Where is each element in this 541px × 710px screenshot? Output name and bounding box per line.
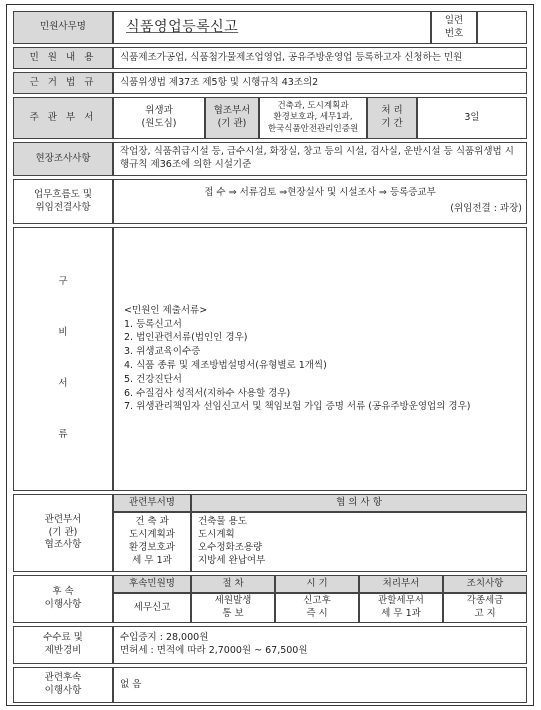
label-content: 민 원 내 용 — [13, 47, 113, 69]
related-dept-name-header: 관련부서명 — [113, 494, 191, 512]
cooperating-department-value: 건축과, 도시계획과 환경보호과, 세무1과, 한국식품안전관리인증원 — [259, 97, 367, 139]
civil-affair-title: 식품영업등록신고 — [113, 11, 431, 44]
main-department-value: 위생과 (원도심) — [113, 97, 205, 139]
follow-up-value-2: 세원발생 통 보 — [191, 593, 275, 623]
delegation-note: (위임전결 : 과장) — [450, 203, 522, 214]
label-processing-period: 처 리 기 간 — [367, 97, 417, 139]
consultation-header: 협 의 사 항 — [191, 494, 527, 512]
follow-up-header-1: 후속민원명 — [113, 575, 191, 593]
required-documents-list: <민원인 제출서류> 1. 등록신고서 2. 법인관련서류(법인인 경우) 3. 위생교육이수증 4. 식품 종류 및 제조방법설명서(유형별로 1개씩) 5. 건강진단서 6. 수질검사 성적서(지하수 사용할 경우) 7. 위생관리책임자 선임신고서 및 책임보험 가입 증명 서류 (공유주방운영업의 경우) — [113, 227, 527, 491]
label-main-department: 주 관 부 서 — [13, 97, 113, 139]
follow-up-header-4: 처리부서 — [359, 575, 443, 593]
follow-up-header-2: 절 차 — [191, 575, 275, 593]
label-workflow: 업무흐름도 및 위임전결사항 — [13, 179, 113, 224]
label-related-departments: 관련부서 (기 관) 협조사항 — [13, 494, 113, 572]
serial-number-value — [477, 11, 527, 44]
label-civil-affair-name: 민원사무명 — [13, 11, 113, 44]
label-legal-basis: 근 거 법 규 — [13, 72, 113, 94]
label-site-inspection: 현장조사사항 — [13, 142, 113, 176]
consultation-items: 건축물 용도 도시계획 오수정화조용량 지방세 완납여부 — [191, 512, 527, 572]
related-follow-up-value: 없 음 — [113, 667, 527, 703]
label-fees: 수수료 및 제반경비 — [13, 626, 113, 664]
label-related-follow-up: 관련후속 이행사항 — [13, 667, 113, 703]
follow-up-value-3: 신고후 즉 시 — [275, 593, 359, 623]
content-value: 식품제조가공업, 식품첨가물제조업영업, 공유주방운영업 등록하고자 신청하는 민원 — [113, 47, 527, 69]
legal-basis-value: 식품위생법 제37조 제5항 및 시행규칙 43조의2 — [113, 72, 527, 94]
workflow-steps: 접 수 ⇒ 서류검토 ⇒현장실사 및 시설조사 ⇒ 등록증교부 — [204, 187, 436, 199]
related-dept-list: 건 축 과 도시계획과 환경보호과 세 무 1과 — [113, 512, 191, 572]
civil-affairs-form — [6, 4, 534, 706]
workflow-box — [113, 179, 527, 224]
label-serial-number: 일련 번호 — [431, 11, 477, 44]
follow-up-value-1: 세무신고 — [113, 593, 191, 623]
site-inspection-value: 작업장, 식품취급시설 등, 급수시설, 화장실, 창고 등의 시설, 검사실, 운반시설 등 식품위생법 시행규칙 제36조에 의한 시설기준 — [113, 142, 527, 176]
follow-up-header-3: 시 기 — [275, 575, 359, 593]
processing-period-value: 3일 — [417, 97, 527, 139]
label-required-documents: 구 비 서 류 — [13, 227, 113, 491]
follow-up-value-4: 관할세무서 세 무 1과 — [359, 593, 443, 623]
label-cooperating-department: 협조부서 (기 관) — [205, 97, 259, 139]
follow-up-header-5: 조치사항 — [443, 575, 527, 593]
label-follow-up: 후 속 이행사항 — [13, 575, 113, 623]
fees-value: 수입증지 : 28,000원 면허세 : 면적에 따라 2,7000원 ~ 67,500원 — [113, 626, 527, 664]
follow-up-value-5: 각종세금 고 지 — [443, 593, 527, 623]
